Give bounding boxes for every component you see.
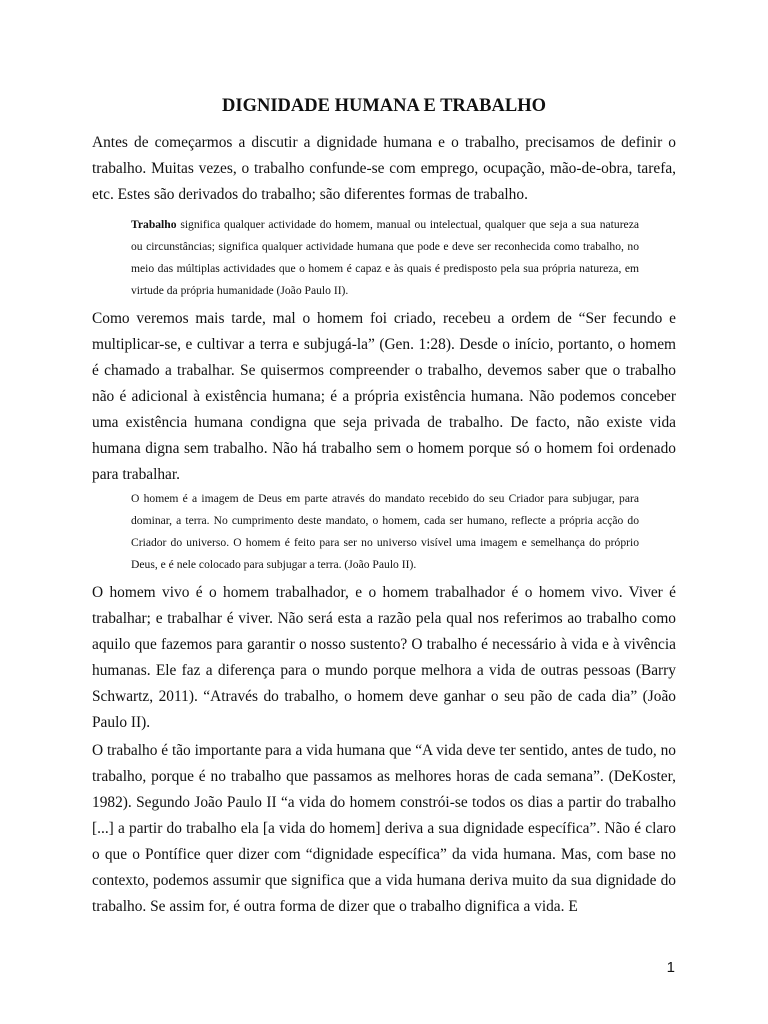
block-quote-definition [131,214,639,302]
paragraph-importance: O trabalho é tão importante para a vida humana que “A vida deve ter sentido, antes de tudo, no trabalho, porque é no trabalho que passamos as melhores horas de cada semana”. (DeKoster, 1982). Segundo João Paulo II “a vida do homem constrói-se todos os dias a partir do trabalho [...] a partir do trabalho ela [a vida do homem] deriva a sua dignidade específica”. Não é claro o que o Pontífice quer dizer com “dignidade específica” da vida humana. Mas, com base no contexto, podemos assumir que significa que a vida humana deriva muito da sua dignidade do trabalho. Se assim for, é outra forma de dizer que o trabalho dignifica a vida. E [92,742,676,915]
quote-body: significa qualquer actividade do homem, manual ou intelectual, qualquer que seja a sua natureza ou circunstâncias; significa qualquer actividade humana que pode e deve ser reconhecida como trabalho, no meio das múltiplas actividades que o homem é capaz e às quais é predisposto pela sua própria natureza, em virtude da própria humanidade (João Paulo II). [131,218,639,297]
block-quote-image-of-god: O homem é a imagem de Deus em parte através do mandato recebido do seu Criador para subjugar, para dominar, a terra. No cumprimento deste mandato, o homem, cada ser humano, reflecte a própria acção do Criador do universo. O homem é feito para ser no universo visível uma imagem e semelhança do próprio Deus, e é nele colocado para subjugar a terra. (João Paulo II). [131,492,639,571]
quote-term: Trabalho [131,218,177,231]
page-number: 1 [666,959,675,976]
page-title: DIGNIDADE HUMANA E TRABALHO [222,96,546,116]
paragraph-genesis: Como veremos mais tarde, mal o homem foi criado, recebeu a ordem de “Ser fecundo e multiplicar-se, e cultivar a terra e subjugá-la” (Gen. 1:28). Desde o início, portanto, o homem é chamado a trabalhar. Se quisermos compreender o trabalho, devemos saber que o trabalho não é adicional à existência humana; é a própria existência humana. Não podemos conceber uma existência humana condigna que seja privada de trabalho. De facto, não existe vida humana digna sem trabalho. Não há trabalho sem o homem porque só o homem foi ordenado para trabalhar. [92,310,676,483]
paragraph-living-man: O homem vivo é o homem trabalhador, e o homem trabalhador é o homem vivo. Viver é trabalhar; e trabalhar é viver. Não será esta a razão pela qual nos referimos ao trabalho como aquilo que fazemos para garantir o nosso sustento? O trabalho é necessário à vida e à vivência humanas. Ele faz a diferença para o mundo porque melhora a vida de outras pessoas (Barry Schwartz, 2011). “Através do trabalho, o homem deve ganhar o seu pão de cada dia” (João Paulo II). [92,584,676,731]
paragraph-intro: Antes de começarmos a discutir a dignidade humana e o trabalho, precisamos de definir o trabalho. Muitas vezes, o trabalho confunde-se com emprego, ocupação, mão-de-obra, tarefa, etc. Estes são derivados do trabalho; são diferentes formas de trabalho. [92,134,676,203]
